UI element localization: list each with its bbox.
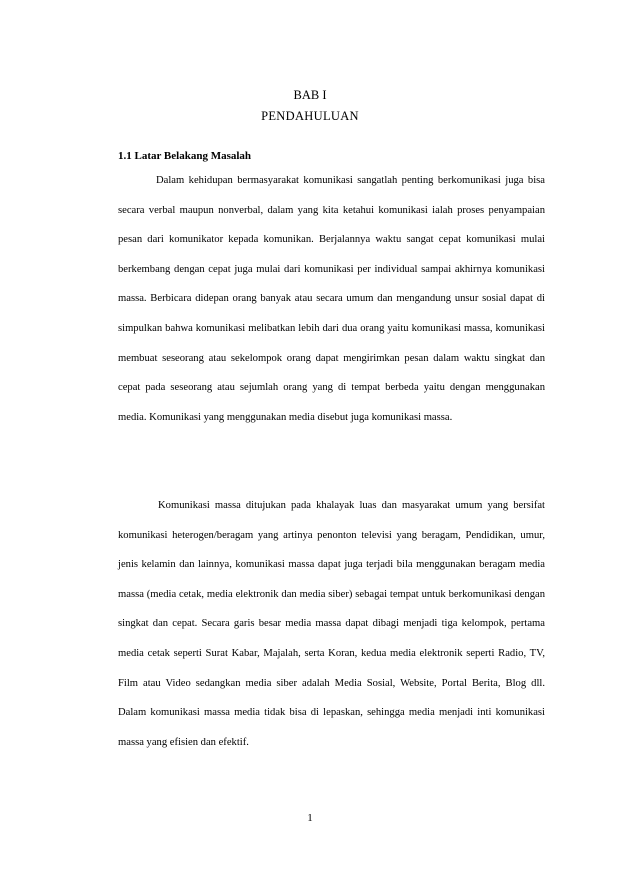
chapter-title: PENDAHULUAN [261, 109, 359, 123]
paragraph-1: Dalam kehidupan bermasyarakat komunikasi sangatlah penting berkomunikasi juga bisa secara verbal maupun nonverbal, dalam yang kita ketahui komunikasi ialah proses penyampaian pesan dari komunikator kepada komunikan. Berjalannya waktu sangat cepat komunikasi mulai berkembang dengan cepat juga mulai dari komunikasi per individual sampai akhirnya komunikasi massa. Berbicara didepan orang banyak atau secara umum dan mengandung unsur sosial dapat di simpulkan bahwa komunikasi melibatkan lebih dari dua orang yaitu komunikasi massa, komunikasi membuat seseorang atau sekelompok orang dapat mengirimkan pesan dalam waktu singkat dan cepat pada seseorang atau sejumlah orang yang di tempat berbeda yaitu dengan menggunakan media. Komunikasi yang menggunakan media disebut juga komunikasi massa. [118, 175, 545, 423]
chapter-number: BAB I [293, 88, 327, 102]
page-number: 1 [307, 812, 313, 824]
section-heading: 1.1 Latar Belakang Masalah [118, 150, 252, 162]
paragraph-2: Komunikasi massa ditujukan pada khalayak luas dan masyarakat umum yang bersifat komunikasi heterogen/beragam yang artinya penonton televisi yang beragam, Pendidikan, umur, jenis kelamin dan lainnya, komunikasi massa dapat juga terjadi bila menggunakan beragam media massa (media cetak, media elektronik dan media siber) sebagai tempat untuk berkomunikasi dengan singkat dan cepat. Secara garis besar media massa dapat dibagi menjadi tiga kelompok, pertama media cetak seperti Surat Kabar, Majalah, serta Koran, kedua media elektronik seperti Radio, TV, Film atau Video sedangkan media siber adalah Media Sosial, Website, Portal Berita, Blog dll. Dalam komunikasi massa media tidak bisa di lepaskan, sehingga media menjadi inti komunikasi massa yang efisien dan efektif. [118, 500, 545, 748]
